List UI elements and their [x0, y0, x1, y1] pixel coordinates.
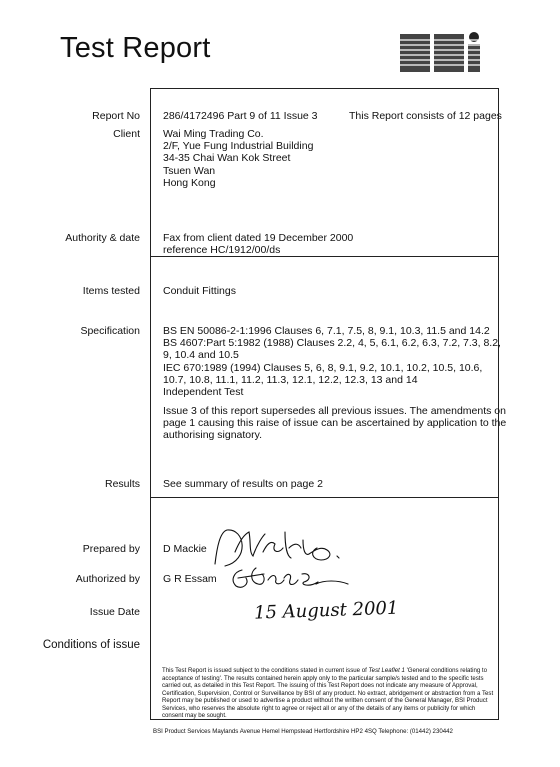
client-address [163, 128, 313, 189]
client-line: 34-35 Chai Wan Kok Street [163, 152, 291, 165]
items-tested: Conduit Fittings [163, 285, 236, 297]
report-title: Test Report [60, 32, 211, 64]
issue-note-line: page 1 causing this raise of issue can be ascertained by application to the [163, 417, 507, 430]
client-line: Tsuen Wan [163, 164, 216, 177]
client-line: Wai Ming Trading Co. [163, 128, 264, 140]
client-line: 2/F, Yue Fung Industrial Building [163, 140, 314, 153]
divider-results [150, 497, 499, 498]
client-line: Hong Kong [163, 176, 216, 189]
specification [163, 325, 501, 398]
client-label: Client [113, 128, 140, 140]
items-label: Items tested [82, 285, 140, 297]
issue-note [163, 405, 506, 442]
issue-date-text: 15 August 2001 [253, 597, 399, 624]
report-no-label: Report No [92, 110, 140, 122]
issue-note-line: authorising signatory. [163, 429, 263, 442]
authority-line: reference HC/1912/00/ds [163, 244, 281, 257]
authorized-label: Authorized by [75, 573, 140, 585]
authority-line: Fax from client dated 19 December 2000 [163, 232, 354, 244]
report-no: 286/4172496 Part 9 of 11 Issue 3 [163, 110, 318, 122]
conditions-post: 'General conditions relating to acceptance of testing'. The results contained herein apply only to the particular sample/s tested and to the specific tests carried out, as detailed in this Test Report. The issuing of this Test Report does not indicate any measure of Approval, Certification, Supervision, Control or Surveillance by BSI of any product. No extract, abridgement or abstraction from a Test Report may be published or used to advertise a product without the written consent of the General Manager, BSI Product Services, who reserves the absolute right to agree or reject all or any of the details of any items or publicity for which consent may be sought. [162, 667, 494, 719]
spec-line: BS EN 50086-2-1:1996 Clauses 6, 7.1, 7.5, 8, 9.1, 10.3, 11.5 and 14.2 [163, 325, 490, 337]
issue-date-label: Issue Date [89, 606, 140, 618]
prepared-label: Prepared by [82, 543, 140, 555]
spec-line: Independent Test [163, 386, 244, 399]
issue-date-handwritten [250, 592, 410, 626]
bsi-logo [398, 30, 498, 76]
authorized-by: G R Essam [163, 573, 217, 585]
spec-line: 10.7, 10.8, 11.1, 11.2, 11.3, 12.1, 12.2, 12.3, 13 and 14 [163, 373, 418, 386]
issue-note-line: Issue 3 of this report supersedes all previous issues. The amendments on [163, 405, 506, 417]
spec-line: BS 4607:Part 5:1982 (1988) Clauses 2.2, 4, 5, 6.1, 6.2, 6.3, 7.2, 7.3, 8.2, [163, 337, 501, 350]
conditions-pre: This Test Report is issued subject to the conditions stated in current issue of [162, 667, 369, 674]
pages-note: This Report consists of 12 pages [349, 110, 502, 122]
footer-address: BSI Product Services Maylands Avenue Hemel Hempstead Hertfordshire HP2 4SQ Telephone: (01442) 230442 [153, 728, 453, 735]
spec-line: 9, 10.4 and 10.5 [163, 349, 239, 362]
results: See summary of results on page 2 [163, 478, 323, 490]
conditions-text [162, 667, 496, 720]
essam-signature [224, 560, 354, 596]
spec-label: Specification [80, 325, 140, 337]
conditions-leaflet: Test Leaflet 1 [368, 667, 405, 674]
authority-text [163, 232, 353, 256]
authority-label: Authority & date [65, 232, 140, 244]
conditions-label: Conditions of issue [42, 639, 140, 651]
prepared-by: D Mackie [163, 543, 207, 555]
spec-line: IEC 670:1989 (1994) Clauses 5, 6, 8, 9.1, 9.2, 10.1, 10.2, 10.5, 10.6, [163, 361, 483, 374]
results-label: Results [104, 478, 140, 490]
